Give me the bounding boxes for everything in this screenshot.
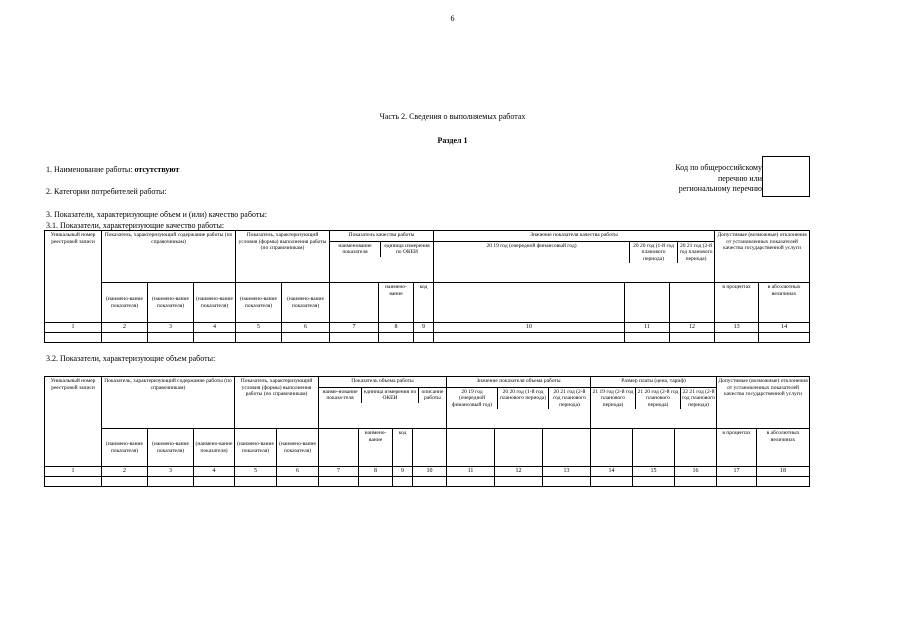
col-unit-okei: единица измерения по ОКЕИ [384,242,430,256]
col-num: 12 [670,323,715,333]
col-description: описание работы [421,388,444,402]
col-fee-years [591,387,716,410]
v-year-2: 20 21 год (2-й год планового периода) [553,388,586,408]
col-fee-title: Размер платы (цена, тариф) [621,378,686,384]
data-cell[interactable] [379,333,414,343]
param-name-2: (наимено-вание показателя) [148,283,194,323]
v-year-1-cell [495,429,543,467]
section-title: Раздел 1 [437,136,468,145]
v-year-2-cell [543,429,591,467]
col-volume-sub [319,387,446,403]
col-num: 12 [495,467,543,477]
param-name-3: (наимено-вание показателя) [194,283,236,323]
column-numbers-row-2 [45,467,810,477]
col-quality-sub [330,241,433,257]
data-cell[interactable] [236,333,282,343]
col-volume-value [447,377,591,429]
quality-indicators-table [44,230,810,343]
quality-name-cell [330,283,379,323]
code-label [640,163,762,195]
col-conditions-indicator-2: Показатель, характеризующий условия (формы) выполнения работы (по справочникам) [235,377,319,429]
data-cell[interactable] [148,333,194,343]
col-volume-name: наиме-нование показа-теля [319,388,362,403]
col-num: 13 [543,467,591,477]
data-cell[interactable] [543,477,591,487]
f-year-2: 22 21 год (2-й год планового периода) [682,388,715,408]
year-1-cell [625,283,670,323]
param-name-2-1: (наимено-вание показателя) [102,429,148,467]
param-name-2-5: (наимено-вание показателя) [277,429,319,467]
data-cell[interactable] [717,477,757,487]
page-number: 6 [450,14,455,23]
year-0-cell [434,283,625,323]
col-quality-value [434,231,715,283]
code-label-line-3: региональному перечню [678,184,762,193]
v-year-1: 20 20 год (1-й год планового периода) [498,388,549,410]
registry-code-box[interactable] [762,156,810,197]
col-num: 15 [633,467,675,477]
data-cell[interactable] [330,333,379,343]
col-unique-number-2: Уникальный номер реестровой записи [45,377,102,467]
col-num: 5 [236,323,282,333]
item-2-label: 2. Категории потребителей работы: [46,187,167,196]
description-cell [413,429,447,467]
col-num: 6 [277,467,319,477]
col-quality-indicator-title: Показатель качества работы [348,232,415,238]
col-volume-years [447,387,590,410]
col-num: 2 [102,323,148,333]
col-num: 3 [148,467,194,477]
data-cell[interactable] [102,477,148,487]
data-cell[interactable] [194,477,235,487]
f-year-1-cell [633,429,675,467]
col-num: 18 [757,467,810,477]
col-num: 9 [393,467,413,477]
col-num: 7 [319,467,359,477]
data-cell[interactable] [45,477,102,487]
col-num: 4 [194,467,235,477]
param-name-2-3: (наимено-вание показателя) [194,429,235,467]
col-year-0: 20 19 год (очередной финансовый год) [434,242,630,264]
col-conditions-indicator: Показатель, характеризующий условия (формы) выполнения работы (по справочникам) [236,231,330,283]
col-volume-indicator-title: Показатель объема работы [351,378,414,384]
data-cell[interactable] [715,333,759,343]
col-num: 8 [379,323,414,333]
data-cell[interactable] [633,477,675,487]
deviation-percent: в процентах [715,283,759,323]
table-row [45,333,810,343]
column-numbers-row [45,323,810,333]
deviation-percent-2: в процентах [717,429,757,467]
unit-name-header-2: наимено-вание [359,429,393,467]
col-num: 6 [282,323,330,333]
col-num: 4 [194,323,236,333]
data-cell[interactable] [675,477,717,487]
deviation-absolute-2: в абсолютных величинах [757,429,810,467]
data-cell[interactable] [434,333,625,343]
f-year-2-cell [675,429,717,467]
unit-name-header: наимено-вание [379,283,414,323]
col-volume-indicator [319,377,447,429]
data-cell[interactable] [102,333,148,343]
col-num: 7 [330,323,379,333]
data-cell[interactable] [277,477,319,487]
col-quality-indicator [330,231,434,283]
col-num: 10 [434,323,625,333]
param-name-5: (наимено-вание показателя) [282,283,330,323]
data-cell[interactable] [413,477,447,487]
unit-code-header-2: код [393,429,413,467]
part-title: Часть 2. Сведения о выполняемых работах [379,112,526,121]
data-cell[interactable] [670,333,715,343]
col-num: 11 [625,323,670,333]
col-content-indicator-2: Показатель, характеризующий содержание работы (по справочникам) [102,377,235,429]
col-content-indicator: Показатель, характеризующий содержание работы (по справочникам) [102,231,236,283]
col-num: 13 [715,323,759,333]
data-cell[interactable] [759,333,810,343]
data-cell[interactable] [447,477,495,487]
data-cell[interactable] [194,333,236,343]
col-num: 5 [235,467,277,477]
year-2-cell [670,283,715,323]
data-cell[interactable] [148,477,194,487]
col-num: 11 [447,467,495,477]
col-deviation: Допустимые (возможные) отклонения от установленных показателей качества государственной услуги [715,231,810,283]
col-num: 3 [148,323,194,333]
data-cell[interactable] [393,477,413,487]
col-years [434,241,714,264]
item-1-value: отсутствуют [134,165,180,174]
data-cell[interactable] [414,333,434,343]
data-cell[interactable] [757,477,810,487]
col-num: 2 [102,467,148,477]
f-year-0: 21 19 год (2-й год планового периода) [591,388,636,410]
col-quality-name: наименование показателя [330,242,381,257]
col-num: 9 [414,323,434,333]
col-num: 1 [45,323,102,333]
code-label-line-1: Код по общероссийскому [675,163,762,172]
f-year-0-cell [591,429,633,467]
col-year-2: 20 21 год (2-й год планового периода) [679,242,713,262]
item-1-label: 1. Наименование работы: [46,165,133,174]
col-deviation-2: Допустимые (возможные) отклонения от установленных показателей качества государственной услуги [717,377,810,429]
data-cell[interactable] [625,333,670,343]
data-cell[interactable] [495,477,543,487]
col-unit-okei-2: единица измерения по ОКЕИ [362,388,419,403]
col-unique-number: Уникальный номер реестровой записи [45,231,102,323]
item-1-line [46,165,179,174]
f-year-1: 21 20 год (2-й год планового периода) [636,388,681,410]
data-cell[interactable] [45,333,102,343]
param-name-1: (наимено-вание показателя) [102,283,148,323]
data-cell[interactable] [235,477,277,487]
col-num: 14 [759,323,810,333]
param-name-2-2: (наимено-вание показателя) [148,429,194,467]
unit-code-header: код [414,283,434,323]
data-cell[interactable] [591,477,633,487]
item-3-label: 3. Показатели, характеризующие объем и (или) качество работы: [46,210,267,219]
param-name-2-4: (наимено-вание показателя) [235,429,277,467]
col-year-1: 20 20 год (1-й год планового периода) [630,242,678,264]
col-num: 17 [717,467,757,477]
item-3-2-label: 3.2. Показатели, характеризующие объем работы: [46,354,216,363]
col-num: 10 [413,467,447,477]
data-cell[interactable] [319,477,359,487]
col-volume-value-title: Значение показателя объема работы [476,378,561,384]
col-quality-value-title: Значение показателя качества работы [530,232,618,238]
data-cell[interactable] [359,477,393,487]
v-year-0: 20 19 год (очередной финансовый год) [447,388,498,410]
code-label-line-2: перечню или [717,173,762,183]
deviation-absolute: в абсолютных величинах [759,283,810,323]
volume-name-cell [319,429,359,467]
v-year-0-cell [447,429,495,467]
param-name-4: (наимено-вание показателя) [236,283,282,323]
data-cell[interactable] [282,333,330,343]
item-3-1-label: 3.1. Показатели, характеризующие качество работы: [46,221,225,230]
col-num: 1 [45,467,102,477]
col-num: 8 [359,467,393,477]
volume-indicators-table [44,376,810,487]
col-num: 16 [675,467,717,477]
col-fee [591,377,717,429]
table-row [45,477,810,487]
col-num: 14 [591,467,633,477]
